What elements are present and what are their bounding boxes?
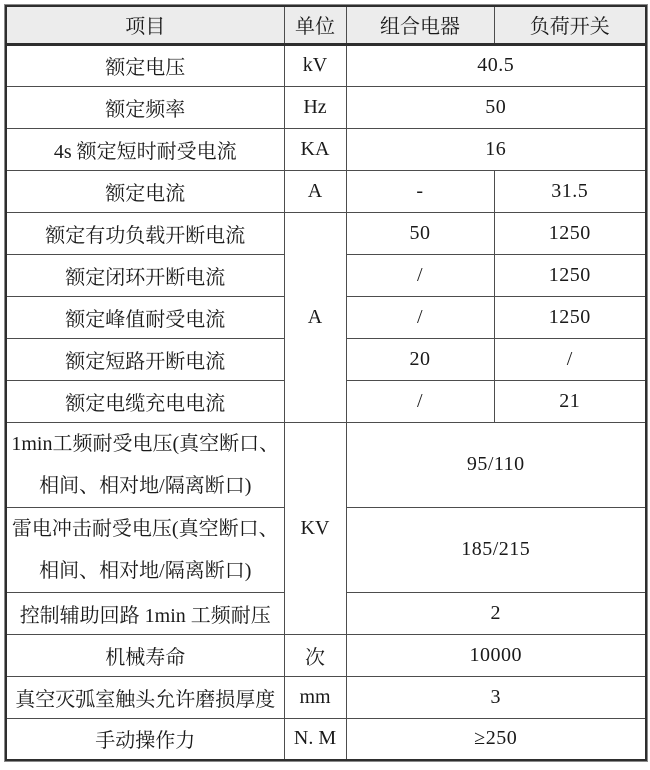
table-row [6, 44, 646, 86]
table-row [6, 128, 646, 170]
row-item-cell: 额定电缆充电电流 [6, 380, 284, 422]
table-row [6, 86, 646, 128]
row-item-cell: 额定短路开断电流 [6, 338, 284, 380]
value-cell-load-switch: 31.5 [494, 170, 646, 212]
header-unit: 单位 [284, 6, 346, 44]
row-item-cell: 额定有功负载开断电流 [6, 212, 284, 254]
unit-cell: N. M [284, 718, 346, 760]
unit-cell: A [284, 170, 346, 212]
unit-cell: Hz [284, 86, 346, 128]
table-row [6, 676, 646, 718]
unit-cell-merged-amps: A [284, 212, 346, 422]
value-cell-combined: / [346, 254, 494, 296]
unit-cell: mm [284, 676, 346, 718]
row-item-cell: 雷电冲击耐受电压(真空断口、相间、相对地/隔离断口) [6, 507, 284, 592]
value-cell-merged: 50 [346, 86, 646, 128]
value-cell-merged: 2 [346, 592, 646, 634]
table-row [6, 634, 646, 676]
header-row [6, 6, 646, 44]
header-combined-apparatus: 组合电器 [346, 6, 494, 44]
value-cell-load-switch: 21 [494, 380, 646, 422]
row-item-cell: 额定峰值耐受电流 [6, 296, 284, 338]
row-item-cell: 机械寿命 [6, 634, 284, 676]
value-cell-merged: 10000 [346, 634, 646, 676]
table-row [6, 170, 646, 212]
value-cell-combined: / [346, 380, 494, 422]
row-item-cell: 1min工频耐受电压(真空断口、相间、相对地/隔离断口) [6, 422, 284, 507]
value-cell-merged: 3 [346, 676, 646, 718]
table-row [6, 212, 646, 254]
table-row [6, 422, 646, 507]
row-item-cell: 额定电流 [6, 170, 284, 212]
unit-cell: KA [284, 128, 346, 170]
value-cell-merged: 185/215 [346, 507, 646, 592]
table-row [6, 718, 646, 760]
value-cell-load-switch: / [494, 338, 646, 380]
spec-table [5, 5, 647, 761]
header-load-switch: 负荷开关 [494, 6, 646, 44]
unit-cell: kV [284, 44, 346, 86]
value-cell-combined: 50 [346, 212, 494, 254]
row-item-cell: 手动操作力 [6, 718, 284, 760]
unit-cell: 次 [284, 634, 346, 676]
value-cell-merged: 95/110 [346, 422, 646, 507]
value-cell-load-switch: 1250 [494, 254, 646, 296]
value-cell-combined: - [346, 170, 494, 212]
value-cell-merged: ≥250 [346, 718, 646, 760]
header-item: 项目 [6, 6, 284, 44]
unit-cell-merged-kv: KV [284, 422, 346, 634]
value-cell-merged: 16 [346, 128, 646, 170]
value-cell-load-switch: 1250 [494, 296, 646, 338]
value-cell-combined: 20 [346, 338, 494, 380]
row-item-cell: 4s 额定短时耐受电流 [6, 128, 284, 170]
row-item-cell: 额定电压 [6, 44, 284, 86]
value-cell-combined: / [346, 296, 494, 338]
row-item-cell: 真空灭弧室触头允许磨损厚度 [6, 676, 284, 718]
row-item-cell: 控制辅助回路 1min 工频耐压 [6, 592, 284, 634]
row-item-cell: 额定频率 [6, 86, 284, 128]
row-item-cell: 额定闭环开断电流 [6, 254, 284, 296]
value-cell-load-switch: 1250 [494, 212, 646, 254]
value-cell-merged: 40.5 [346, 44, 646, 86]
